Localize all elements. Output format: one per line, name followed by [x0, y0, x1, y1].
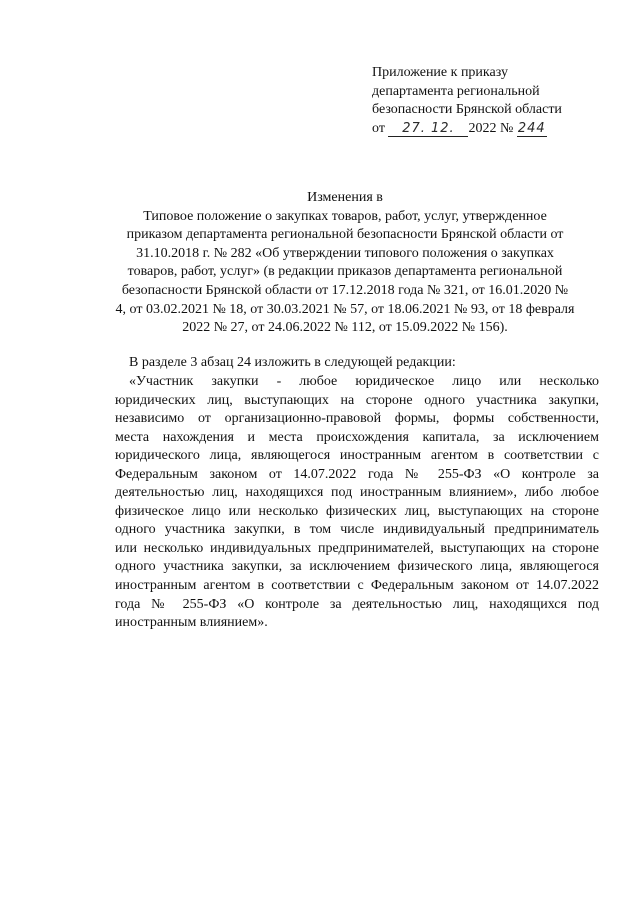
appendix-line-3: безопасности Брянской области	[372, 102, 562, 117]
document-heading	[110, 189, 580, 338]
heading-line: товаров, работ, услуг» (в редакции приказов департамента региональной	[127, 264, 563, 280]
heading-line: Изменения в	[307, 190, 383, 205]
quote-line: одного участника закупки, за исключением физического лица, являющегося	[115, 559, 599, 575]
date-prefix: от	[372, 120, 385, 136]
heading-line: 31.10.2018 г. № 282 «Об утверждении типового положения о закупках	[136, 245, 554, 261]
quote-line: физическое лицо или несколько физических лиц, выступающих на стороне	[115, 503, 599, 519]
appendix-line-1: Приложение к приказу	[372, 65, 508, 80]
quote-line: независимо от организационно-правовой формы, формы собственности,	[115, 411, 599, 427]
heading-line: приказом департамента региональной безопасности Брянской области от	[126, 227, 564, 243]
quote-line: деятельностью лиц, находящихся под иностранным влиянием», либо любое	[115, 485, 599, 501]
year-and-number-label: 2022 №	[468, 120, 514, 136]
body-lead-paragraph: В разделе 3 абзац 24 изложить в следующей редакции:	[129, 355, 456, 370]
quote-line: юридических лиц, выступающих на стороне одного участника закупки,	[115, 392, 599, 408]
quote-line: иностранным агентом в соответствии с Федеральным законом от 14.07.2022	[115, 578, 599, 594]
quote-line: иностранным влиянием».	[115, 615, 268, 631]
heading-line: 2022 № 27, от 24.06.2022 № 112, от 15.09.2022 № 156).	[182, 320, 508, 336]
body-quote-paragraph	[115, 373, 599, 633]
handwritten-date: 27. 12.	[388, 121, 468, 137]
quote-line: «Участник закупки - любое юридическое лицо или несколько	[129, 374, 599, 389]
heading-line: Типовое положение о закупках товаров, работ, услуг, утвержденное	[143, 208, 547, 224]
quote-line: места нахождения и места происхождения капитала, за исключением	[115, 429, 599, 445]
quote-line: одного участника закупки, в том числе индивидуальный предприниматель	[115, 522, 599, 538]
quote-line: Федеральным законом от 14.07.2022 года № 255-ФЗ «О контроле за	[115, 466, 599, 482]
quote-line: года № 255-ФЗ «О контроле за деятельностью лиц, находящихся под	[115, 596, 599, 612]
heading-line: 4, от 03.02.2021 № 18, от 30.03.2021 № 57, от 18.06.2021 № 93, от 18 февраля	[115, 301, 575, 317]
quote-line: или несколько индивидуальных предпринимателей, выступающих на стороне	[115, 540, 599, 556]
handwritten-number: 244	[517, 120, 546, 136]
appendix-date-line	[372, 120, 612, 139]
appendix-line-2: департамента региональной	[372, 83, 540, 99]
quote-line: юридического лица, являющегося иностранным агентом в соответствии с	[115, 448, 599, 464]
heading-line: безопасности Брянской области от 17.12.2018 года № 321, от 16.01.2020 №	[121, 282, 569, 298]
appendix-block	[372, 64, 612, 138]
